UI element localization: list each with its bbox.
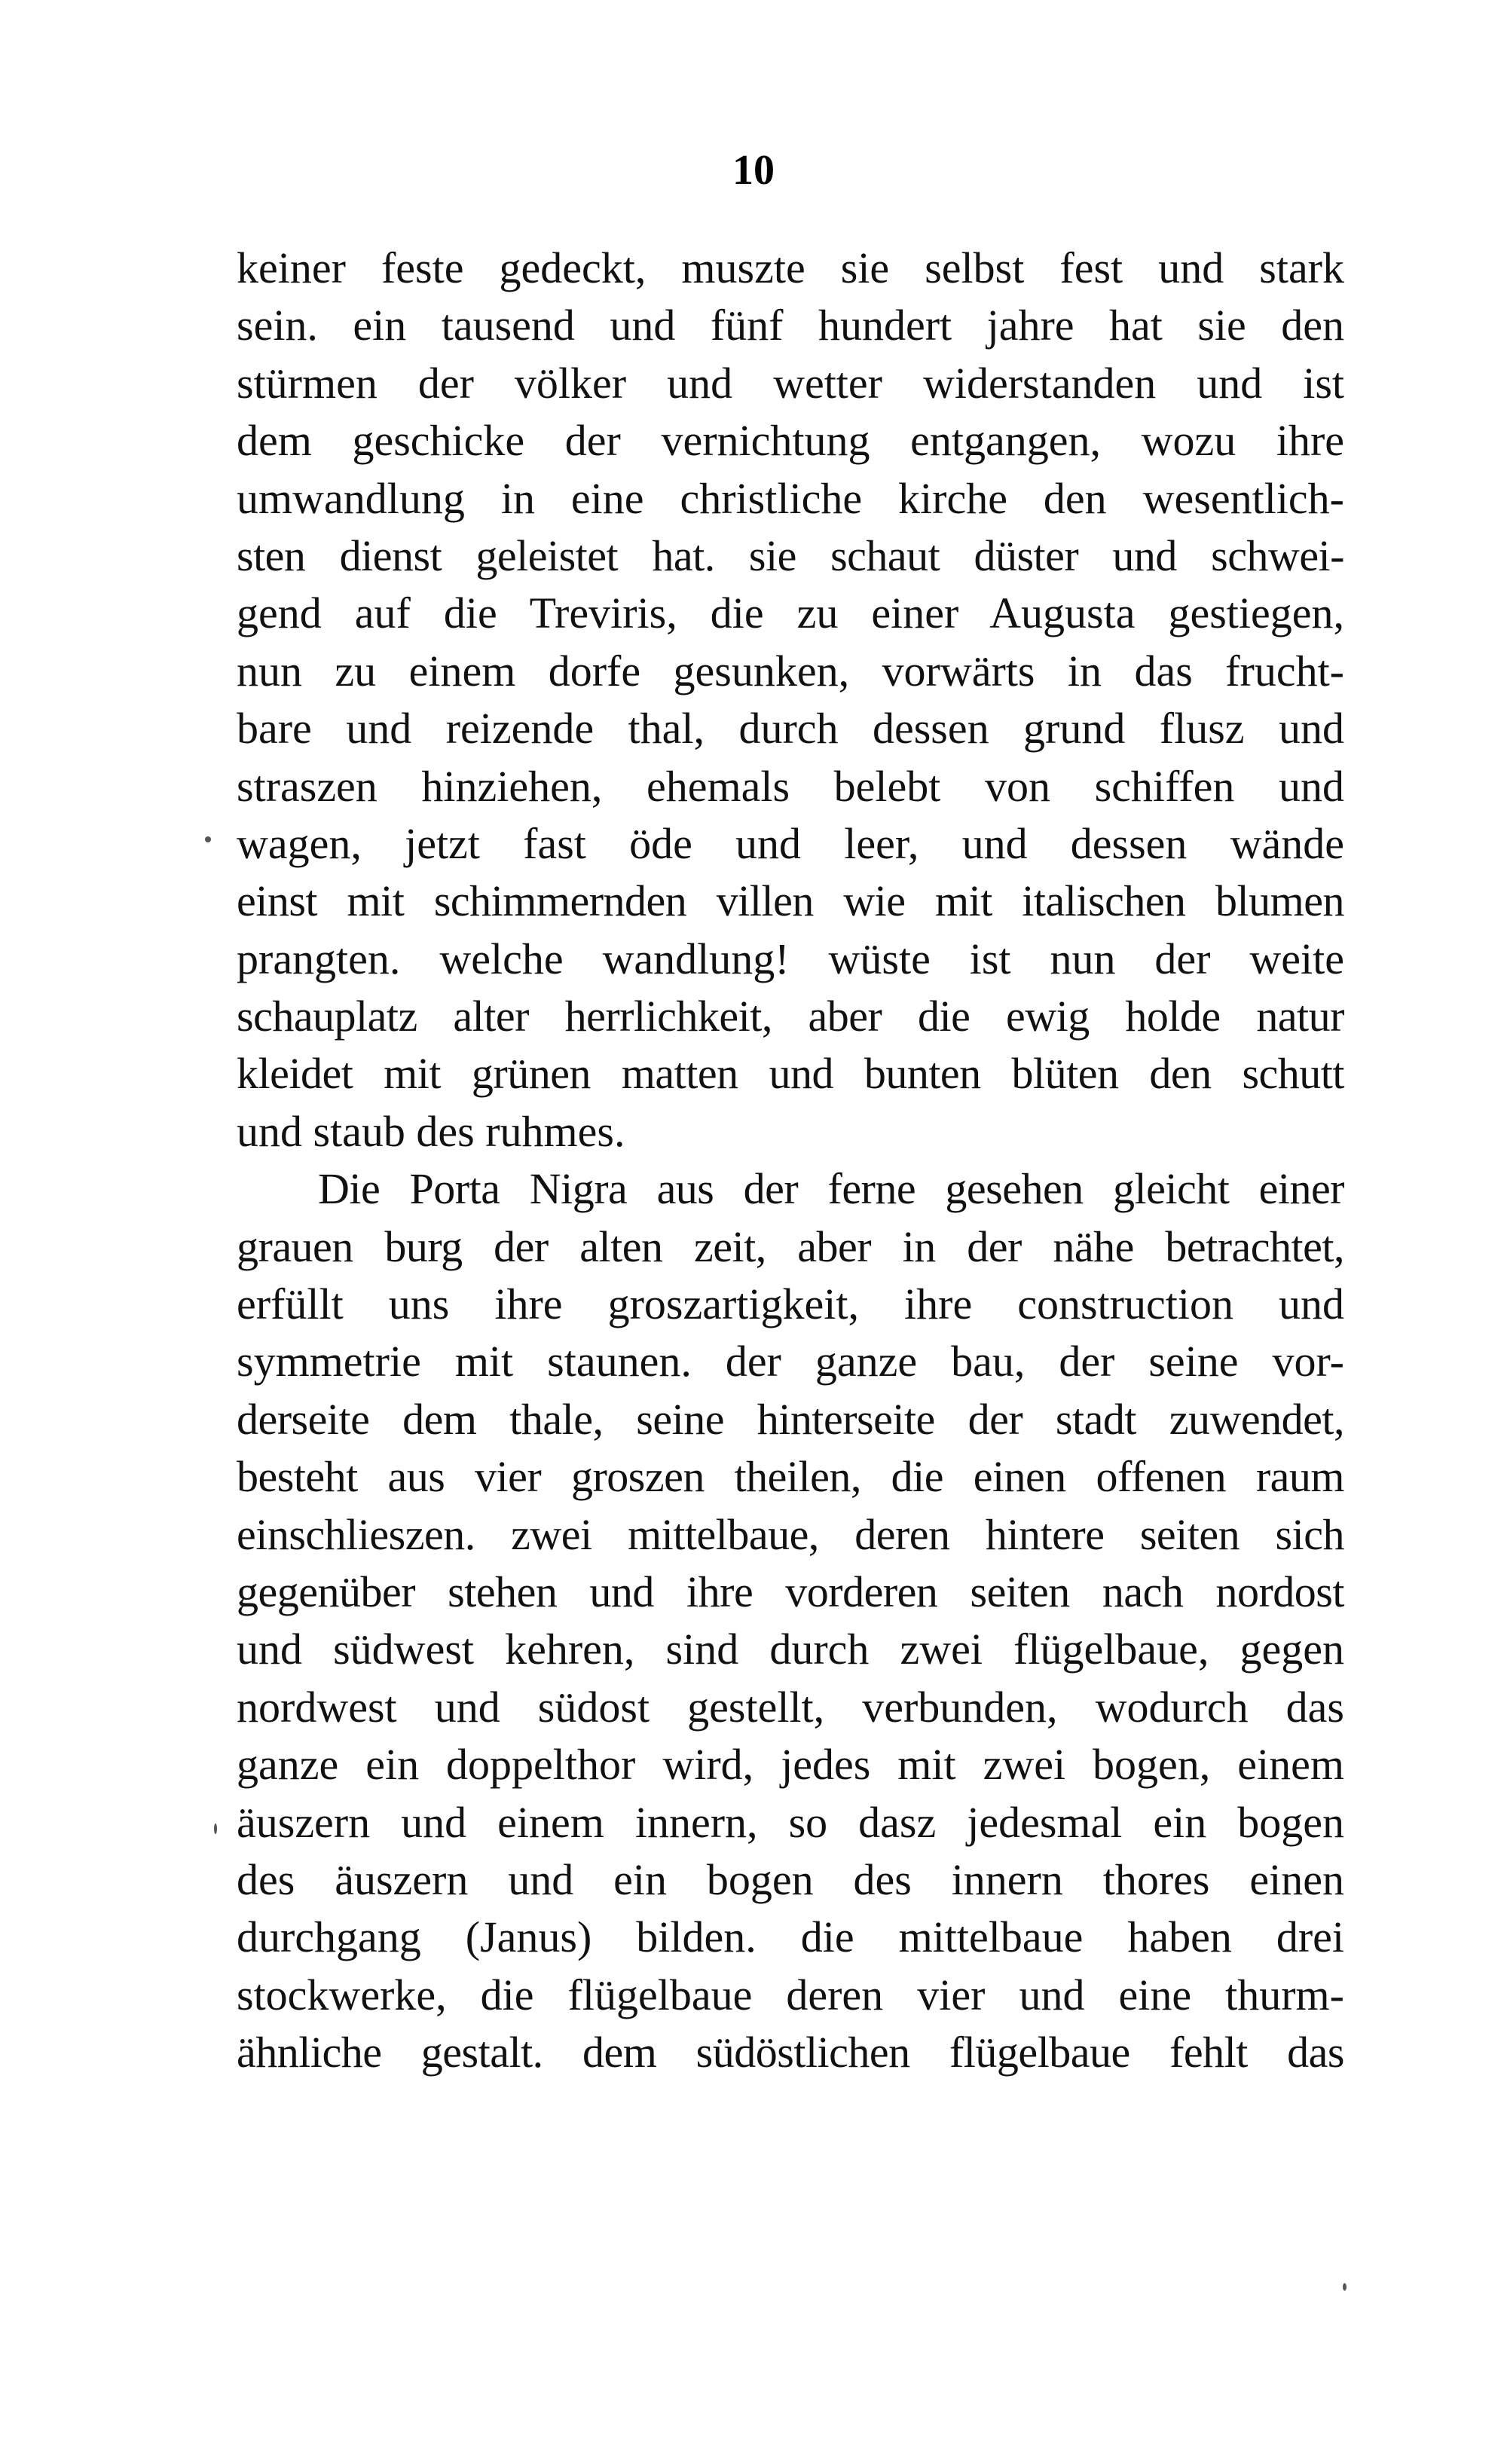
ink-speck <box>214 1824 217 1834</box>
text-line: nordwest und südost gestellt, verbunden, wodurch das <box>237 1682 1344 1732</box>
text-line: gend auf die Treviris, die zu einer Augusta gestiegen, <box>237 588 1344 638</box>
text-line: stockwerke, die flügelbaue deren vier und eine thurm- <box>237 1970 1344 2019</box>
text-line: ähnliche gestalt. dem südöstlichen flügelbaue fehlt das <box>237 2028 1344 2077</box>
text-line: bare und reizende thal, durch dessen grund flusz und <box>237 704 1344 754</box>
text-line: äuszern und einem innern, so dasz jedesmal ein bogen <box>237 1797 1344 1847</box>
text-line: einschlieszen. zwei mittelbaue, deren hintere seiten sich <box>237 1509 1344 1559</box>
text-line: einst mit schimmernden villen wie mit italischen blumen <box>237 876 1344 926</box>
text-line: grauen burg der alten zeit, aber in der nähe betrachtet, <box>237 1221 1344 1271</box>
ink-speck <box>1343 2283 1347 2291</box>
paragraph-start-line: Die Porta Nigra aus der ferne gesehen gleicht einer <box>318 1164 1344 1214</box>
text-line: wagen, jetzt fast öde und leer, und dessen wände <box>237 818 1344 868</box>
text-line: erfüllt uns ihre groszartigkeit, ihre construction und <box>237 1279 1344 1329</box>
text-line: besteht aus vier groszen theilen, die einen offenen raum <box>237 1452 1344 1502</box>
page-number: 10 <box>732 147 775 194</box>
text-line: und staub des ruhmes. <box>237 1106 625 1156</box>
ink-speck <box>205 836 211 842</box>
text-line: stürmen der völker und wetter widerstanden und ist <box>237 358 1344 408</box>
text-line: ganze ein doppelthor wird, jedes mit zwei bogen, einem <box>237 1740 1344 1790</box>
text-line: straszen hinziehen, ehemals belebt von schiffen und <box>237 761 1344 811</box>
text-line: umwandlung in eine christliche kirche den wesentlich- <box>237 473 1344 523</box>
text-line: sein. ein tausend und fünf hundert jahre hat sie den <box>237 301 1344 350</box>
text-line: nun zu einem dorfe gesunken, vorwärts in das frucht- <box>237 646 1344 695</box>
text-line: derseite dem thale, seine hinterseite der stadt zuwendet, <box>237 1394 1344 1444</box>
text-line: schauplatz alter herrlichkeit, aber die ewig holde natur <box>237 992 1344 1041</box>
text-line: prangten. welche wandlung! wüste ist nun der weite <box>237 934 1344 983</box>
text-line: des äuszern und ein bogen des innern thores einen <box>237 1854 1344 1904</box>
text-line: sten dienst geleistet hat. sie schaut düster und schwei- <box>237 530 1344 580</box>
text-line: symmetrie mit staunen. der ganze bau, der seine vor- <box>237 1337 1344 1386</box>
body-text <box>237 240 1344 2082</box>
text-line: dem geschicke der vernichtung entgangen, wozu ihre <box>237 416 1344 466</box>
text-line: gegenüber stehen und ihre vorderen seiten nach nordost <box>237 1567 1344 1616</box>
text-line: und südwest kehren, sind durch zwei flügelbaue, gegen <box>237 1625 1344 1674</box>
text-line: keiner feste gedeckt, muszte sie selbst fest und stark <box>237 243 1344 292</box>
text-line: kleidet mit grünen matten und bunten blüten den schutt <box>237 1049 1344 1099</box>
text-line: durchgang (Janus) bilden. die mittelbaue haben drei <box>237 1912 1344 1962</box>
